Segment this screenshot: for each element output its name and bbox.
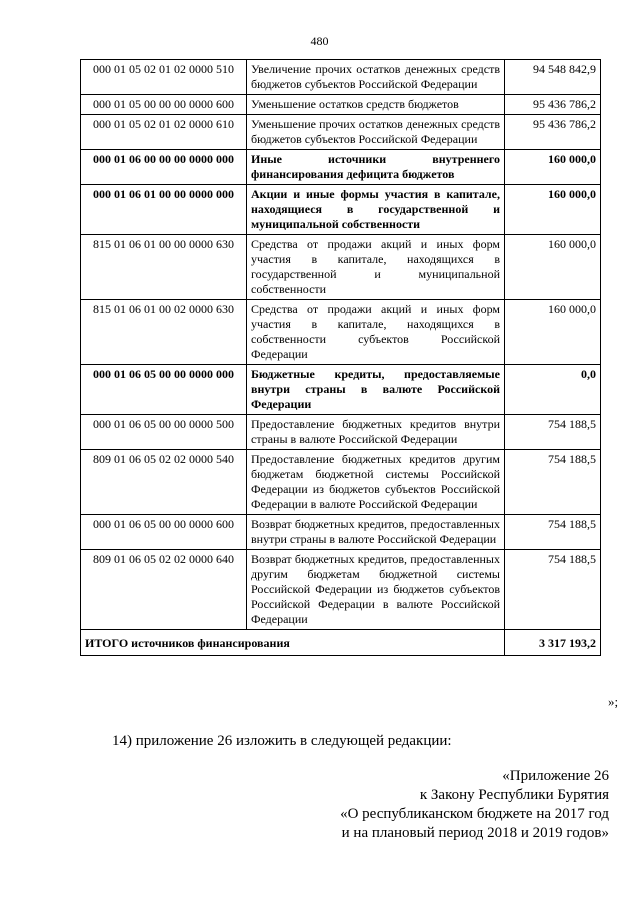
code-cell: 000 01 05 02 01 02 0000 510 bbox=[81, 60, 247, 95]
closing-quote-mark: »; bbox=[608, 694, 619, 709]
description-cell: Акции и иные формы участия в капитале, находящиеся в государственной и муниципальной собственности bbox=[247, 185, 505, 235]
description-cell: Средства от продажи акций и иных форм участия в капитале, находящихся в государственной и муниципальной собственности bbox=[247, 235, 505, 300]
financing-sources-table bbox=[80, 59, 601, 656]
description-cell: Средства от продажи акций и иных форм участия в капитале, находящихся в собственности субъектов Российской Федерации bbox=[247, 300, 505, 365]
table-row bbox=[81, 415, 601, 450]
appendix-line: «Приложение 26 bbox=[502, 768, 609, 784]
table-row bbox=[81, 550, 601, 630]
table-row bbox=[81, 300, 601, 365]
amount-cell: 754 188,5 bbox=[505, 415, 601, 450]
description-cell: Возврат бюджетных кредитов, предоставленных внутри страны в валюте Российской Федерации bbox=[247, 515, 505, 550]
description-cell: Уменьшение прочих остатков денежных средств бюджетов субъектов Российской Федерации bbox=[247, 115, 505, 150]
description-cell: Уменьшение остатков средств бюджетов bbox=[247, 95, 505, 115]
amount-cell: 94 548 842,9 bbox=[505, 60, 601, 95]
description-cell: Возврат бюджетных кредитов, предоставленных другим бюджетам бюджетной системы Российской Федерации из бюджетов субъектов Российской Федерации в валюте Российской Федерации bbox=[247, 550, 505, 630]
total-row bbox=[81, 630, 601, 656]
code-cell: 000 01 06 00 00 00 0000 000 bbox=[81, 150, 247, 185]
amendment-paragraph: 14) приложение 26 изложить в следующей редакции: bbox=[112, 733, 452, 749]
amount-cell: 754 188,5 bbox=[505, 450, 601, 515]
table-body bbox=[81, 60, 601, 656]
amount-cell: 160 000,0 bbox=[505, 150, 601, 185]
description-cell: Иные источники внутреннего финансирования дефицита бюджетов bbox=[247, 150, 505, 185]
code-cell: 000 01 05 02 01 02 0000 610 bbox=[81, 115, 247, 150]
description-cell: Увеличение прочих остатков денежных средств бюджетов субъектов Российской Федерации bbox=[247, 60, 505, 95]
table-row bbox=[81, 150, 601, 185]
description-cell: Предоставление бюджетных кредитов другим бюджетам бюджетной системы Российской Федерации из бюджетов субъектов Российской Федерации в валюте Российской Федерации bbox=[247, 450, 505, 515]
code-cell: 000 01 06 05 00 00 0000 000 bbox=[81, 365, 247, 415]
code-cell: 000 01 05 00 00 00 0000 600 bbox=[81, 95, 247, 115]
page-number: 480 bbox=[310, 34, 329, 48]
table-row bbox=[81, 95, 601, 115]
code-cell: 815 01 06 01 00 00 0000 630 bbox=[81, 235, 247, 300]
amount-cell: 160 000,0 bbox=[505, 300, 601, 365]
amount-cell: 160 000,0 bbox=[505, 235, 601, 300]
table-row bbox=[81, 365, 601, 415]
appendix-line: «О республиканском бюджете на 2017 год bbox=[340, 806, 609, 822]
description-cell: Предоставление бюджетных кредитов внутри страны в валюте Российской Федерации bbox=[247, 415, 505, 450]
table-row bbox=[81, 115, 601, 150]
code-cell: 000 01 06 05 00 00 0000 600 bbox=[81, 515, 247, 550]
table-row bbox=[81, 235, 601, 300]
amount-cell: 754 188,5 bbox=[505, 515, 601, 550]
appendix-line: к Закону Республики Бурятия bbox=[419, 787, 609, 803]
amount-cell: 95 436 786,2 bbox=[505, 95, 601, 115]
code-cell: 000 01 06 05 00 00 0000 500 bbox=[81, 415, 247, 450]
amount-cell: 95 436 786,2 bbox=[505, 115, 601, 150]
table-row bbox=[81, 450, 601, 515]
total-label: ИТОГО источников финансирования bbox=[81, 630, 505, 656]
table-row bbox=[81, 60, 601, 95]
table-row bbox=[81, 515, 601, 550]
total-amount: 3 317 193,2 bbox=[505, 630, 601, 656]
code-cell: 809 01 06 05 02 02 0000 540 bbox=[81, 450, 247, 515]
code-cell: 815 01 06 01 00 02 0000 630 bbox=[81, 300, 247, 365]
amount-cell: 160 000,0 bbox=[505, 185, 601, 235]
description-cell: Бюджетные кредиты, предоставляемые внутри страны в валюте Российской Федерации bbox=[247, 365, 505, 415]
code-cell: 809 01 06 05 02 02 0000 640 bbox=[81, 550, 247, 630]
code-cell: 000 01 06 01 00 00 0000 000 bbox=[81, 185, 247, 235]
appendix-heading bbox=[189, 767, 609, 843]
amount-cell: 0,0 bbox=[505, 365, 601, 415]
appendix-line: и на плановый период 2018 и 2019 годов» bbox=[341, 825, 609, 841]
table-row bbox=[81, 185, 601, 235]
amount-cell: 754 188,5 bbox=[505, 550, 601, 630]
